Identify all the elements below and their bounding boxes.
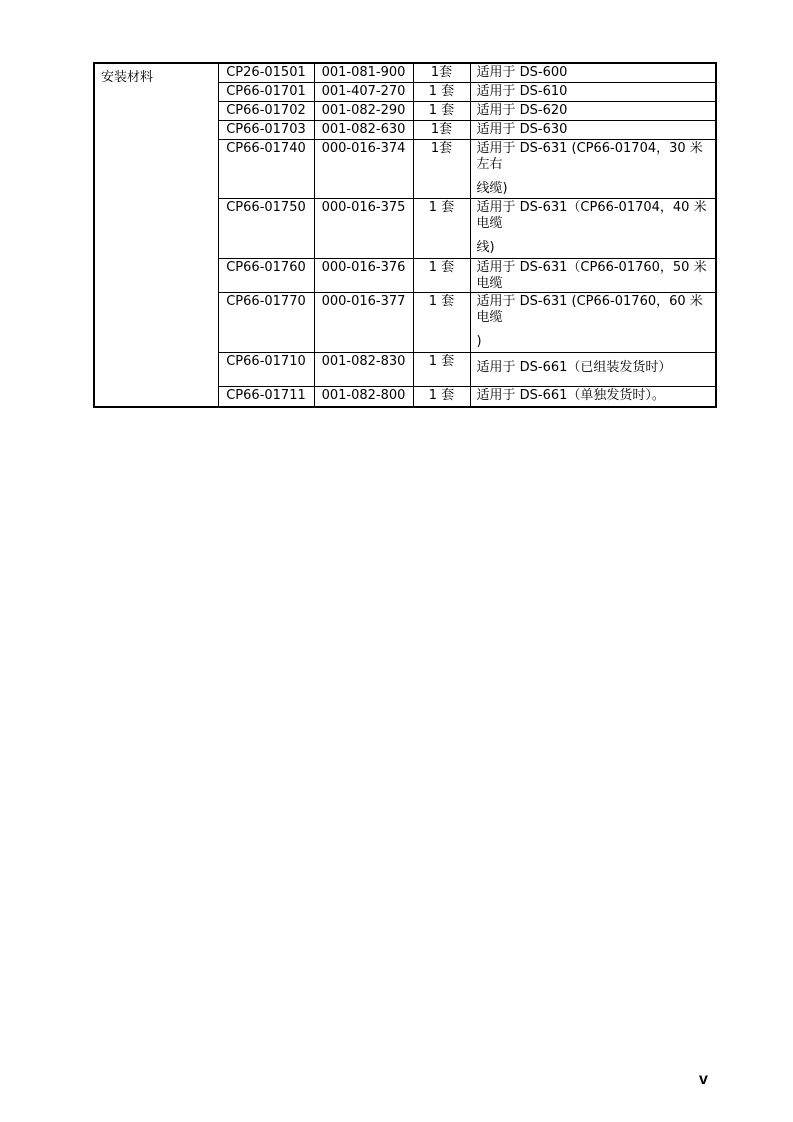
- description-line: 适用于 DS-600: [476, 65, 568, 80]
- order-code-cell: 001-407-270: [314, 82, 413, 101]
- part-number-cell: CP66-01770: [218, 292, 314, 352]
- part-number-cell: CP66-01750: [218, 198, 314, 258]
- quantity-cell: 1 套: [413, 292, 470, 352]
- description-cell: [470, 139, 716, 198]
- quantity-cell: 1 套: [413, 82, 470, 101]
- description-line: 适用于 DS-631 (CP66-01760，60 米: [476, 293, 703, 309]
- page-number: v: [699, 1071, 708, 1088]
- quantity-cell: 1套: [413, 139, 470, 198]
- order-code-cell: 000-016-375: [314, 198, 413, 258]
- order-code-cell: 001-082-800: [314, 386, 413, 407]
- category-cell: 安装材料: [94, 63, 218, 407]
- table-row: [94, 63, 716, 82]
- description-line: 电缆: [476, 309, 503, 325]
- part-number-cell: CP66-01760: [218, 258, 314, 292]
- description-cell: [470, 101, 716, 120]
- quantity-cell: 1套: [413, 63, 470, 82]
- description-line: 适用于 DS-610: [476, 83, 568, 99]
- quantity-cell: 1套: [413, 120, 470, 139]
- order-code-cell: 001-082-290: [314, 101, 413, 120]
- description-line: ): [476, 333, 482, 349]
- description-cell: [470, 198, 716, 258]
- description-line: 线): [476, 239, 495, 255]
- description-line: 左右: [476, 156, 503, 172]
- description-line: 适用于 DS-620: [476, 102, 568, 118]
- part-number-cell: CP26-01501: [218, 63, 314, 82]
- description-cell: [470, 386, 716, 407]
- installation-materials-table: [93, 62, 717, 408]
- description-cell: [470, 292, 716, 352]
- part-number-cell: CP66-01701: [218, 82, 314, 101]
- part-number-cell: CP66-01703: [218, 120, 314, 139]
- quantity-cell: 1 套: [413, 198, 470, 258]
- quantity-cell: 1 套: [413, 386, 470, 407]
- part-number-cell: CP66-01711: [218, 386, 314, 407]
- part-number-cell: CP66-01710: [218, 352, 314, 386]
- description-line: 电缆: [476, 275, 503, 291]
- description-line: 电缆: [476, 215, 503, 231]
- description-line: 适用于 DS-631（CP66-01760，50 米: [476, 259, 707, 275]
- description-cell: [470, 120, 716, 139]
- description-line: 适用于 DS-661（单独发货时）。: [476, 387, 665, 403]
- quantity-cell: 1 套: [413, 258, 470, 292]
- description-line: 适用于 DS-631 (CP66-01704，30 米: [476, 140, 703, 156]
- description-line: 适用于 DS-631（CP66-01704，40 米: [476, 199, 707, 215]
- order-code-cell: 001-081-900: [314, 63, 413, 82]
- order-code-cell: 000-016-377: [314, 292, 413, 352]
- order-code-cell: 000-016-376: [314, 258, 413, 292]
- description-cell: [470, 258, 716, 292]
- description-cell: [470, 63, 716, 82]
- description-cell: [470, 352, 716, 386]
- description-line: 适用于 DS-630: [476, 121, 568, 137]
- order-code-cell: 001-082-630: [314, 120, 413, 139]
- part-number-cell: CP66-01702: [218, 101, 314, 120]
- quantity-cell: 1 套: [413, 101, 470, 120]
- description-line: 适用于 DS-661（已组装发货时）: [476, 359, 672, 375]
- quantity-cell: 1 套: [413, 352, 470, 386]
- order-code-cell: 000-016-374: [314, 139, 413, 198]
- description-line: 线缆): [476, 180, 508, 196]
- description-cell: [470, 82, 716, 101]
- order-code-cell: 001-082-830: [314, 352, 413, 386]
- part-number-cell: CP66-01740: [218, 139, 314, 198]
